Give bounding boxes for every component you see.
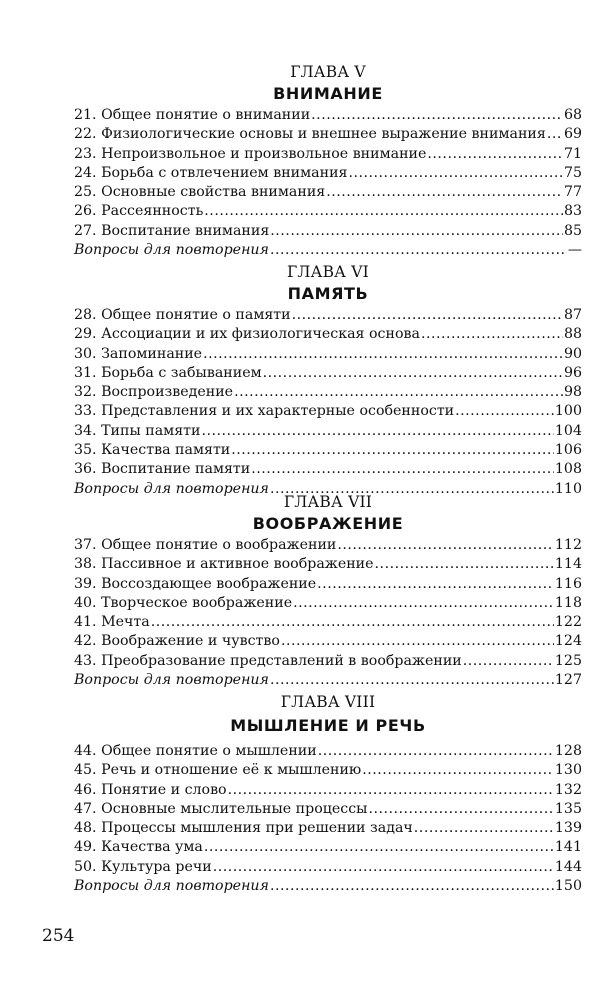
- dot-leader: [348, 164, 562, 183]
- entry-page: 100: [554, 403, 582, 420]
- entry-page: 106: [554, 442, 582, 459]
- toc-entry: [74, 742, 582, 761]
- dot-leader: [204, 202, 563, 221]
- toc-entry: [74, 838, 582, 857]
- dot-leader: [263, 364, 563, 383]
- entry-page: 139: [554, 820, 582, 837]
- entry-title: 47. Основные мыслительные процессы: [74, 800, 368, 817]
- toc-entry: [74, 819, 582, 838]
- dot-leader: [151, 613, 554, 632]
- toc-entry: [74, 125, 582, 144]
- entry-title: 42. Воображение и чувство: [74, 633, 280, 650]
- entry-page: 96: [563, 364, 582, 381]
- toc-entry: [74, 652, 582, 671]
- dot-leader: [231, 441, 554, 460]
- entry-title: 39. Воссоздающее воображение: [74, 575, 317, 592]
- entry-page: 90: [563, 345, 582, 362]
- chapter-7: [74, 492, 582, 690]
- dot-leader: [281, 632, 554, 651]
- dot-leader: [201, 422, 553, 441]
- review-page: —: [567, 242, 582, 259]
- dot-leader: [270, 671, 554, 690]
- review-title: Вопросы для повторения: [74, 672, 269, 689]
- toc-review-entry: [74, 877, 582, 896]
- entry-page: 108: [554, 461, 582, 478]
- chapter-number: ГЛАВА VI: [287, 263, 369, 281]
- entry-page: 144: [554, 858, 582, 875]
- entry-title: 43. Преобразование представлений в воображении: [74, 652, 462, 669]
- dot-leader: [203, 345, 563, 364]
- entry-page: 135: [554, 800, 582, 817]
- review-title: Вопросы для повторения: [74, 242, 269, 259]
- entry-page: 122: [554, 614, 582, 631]
- toc-entry: [74, 145, 582, 164]
- entry-page: 114: [554, 556, 582, 573]
- dot-leader: [213, 858, 554, 877]
- entry-page: 118: [554, 594, 582, 611]
- entry-page: 104: [554, 422, 582, 439]
- entry-title: 34. Типы памяти: [74, 422, 201, 439]
- dot-leader: [414, 819, 554, 838]
- toc-entry: [74, 422, 582, 441]
- entry-title: 41. Мечта: [74, 614, 150, 631]
- chapter-5: [74, 62, 582, 260]
- dot-leader: [293, 594, 554, 613]
- entry-title: 26. Рассеянность: [74, 203, 204, 220]
- entry-page: 75: [563, 164, 582, 181]
- entry-title: 28. Общее понятие о памяти: [74, 307, 291, 323]
- review-page: 127: [554, 672, 582, 689]
- entry-title: 36. Воспитание памяти: [74, 461, 251, 478]
- toc-entry: [74, 575, 582, 594]
- toc-entry: [74, 345, 582, 364]
- toc-review-entry: [74, 671, 582, 690]
- toc-entry: [74, 441, 582, 460]
- entry-title: 31. Борьба с забыванием: [74, 364, 262, 381]
- toc-entry: [74, 402, 582, 421]
- entry-title: 27. Воспитание внимания: [74, 222, 270, 239]
- dot-leader: [375, 555, 554, 574]
- entry-page: 112: [554, 537, 582, 553]
- dot-leader: [463, 652, 554, 671]
- toc-entry: [74, 800, 582, 819]
- dot-leader: [547, 125, 563, 144]
- dot-leader: [362, 761, 554, 780]
- dot-leader: [292, 306, 563, 325]
- page-number: 254: [42, 926, 75, 946]
- chapter-number: ГЛАВА VIII: [280, 693, 376, 711]
- toc-entry: [74, 183, 582, 202]
- entry-title: 38. Пассивное и активное воображение: [74, 556, 374, 573]
- entry-page: 85: [563, 222, 582, 239]
- toc-entry: [74, 761, 582, 780]
- toc-entry: [74, 202, 582, 221]
- entry-page: 116: [554, 575, 582, 592]
- dot-leader: [228, 781, 554, 800]
- toc-entry: [74, 632, 582, 651]
- entry-page: 71: [563, 145, 582, 162]
- dot-leader: [204, 838, 554, 857]
- toc-entry: [74, 222, 582, 241]
- entry-title: 35. Качества памяти: [74, 442, 231, 459]
- entry-page: 83: [563, 203, 582, 220]
- entry-page: 88: [563, 326, 582, 343]
- chapter-title: ПАМЯТЬ: [287, 284, 369, 303]
- entry-title: 25. Основные свойства внимания: [74, 184, 326, 201]
- entry-title: 50. Культура речи: [74, 858, 212, 875]
- entry-title: 44. Общее понятие о мышлении: [74, 743, 317, 759]
- toc-entry: [74, 325, 582, 344]
- dot-leader: [270, 241, 567, 260]
- entry-page: 69: [563, 126, 582, 143]
- entry-title: 33. Представления и их характерные особенности: [74, 403, 455, 420]
- dot-leader: [318, 742, 554, 761]
- entry-title: 49. Качества ума: [74, 839, 203, 856]
- entry-title: 23. Непроизвольное и произвольное внимание: [74, 145, 427, 162]
- entry-title: 45. Речь и отношение её к мышлению: [74, 762, 362, 779]
- dot-leader: [251, 460, 554, 479]
- chapter-number: ГЛАВА VII: [283, 493, 373, 511]
- entry-title: 29. Ассоциации и их физиологическая основа: [74, 326, 420, 343]
- toc-entry: [74, 858, 582, 877]
- entry-page: 77: [563, 184, 582, 201]
- chapter-title: МЫШЛЕНИЕ И РЕЧЬ: [230, 716, 426, 735]
- dot-leader: [427, 145, 563, 164]
- chapter-title: ВНИМАНИЕ: [273, 84, 383, 103]
- entry-title: 30. Запоминание: [74, 345, 203, 362]
- toc-entry: [74, 306, 582, 325]
- entry-page: 87: [563, 307, 582, 323]
- entry-title: 21. Общее понятие о внимании: [74, 107, 311, 123]
- chapter-title: ВООБРАЖЕНИЕ: [252, 514, 404, 533]
- dot-leader: [270, 222, 563, 241]
- toc-entry: [74, 555, 582, 574]
- review-title: Вопросы для повторения: [74, 480, 269, 497]
- entry-page: 141: [554, 839, 582, 856]
- dot-leader: [270, 877, 554, 896]
- toc-entry: [74, 460, 582, 479]
- toc-entry: [74, 164, 582, 183]
- toc-entry: [74, 613, 582, 632]
- entry-title: 22. Физиологические основы и внешнее выражение внимания: [74, 126, 546, 143]
- review-title: Вопросы для повторения: [74, 878, 269, 895]
- dot-leader: [455, 402, 554, 421]
- entry-page: 132: [554, 781, 582, 798]
- toc-entry: [74, 106, 582, 125]
- entry-title: 40. Творческое воображение: [74, 594, 293, 611]
- entry-page: 125: [554, 652, 582, 669]
- entry-title: 24. Борьба с отвлечением внимания: [74, 164, 348, 181]
- entry-page: 68: [563, 107, 582, 123]
- review-page: 110: [554, 480, 582, 497]
- dot-leader: [311, 106, 563, 125]
- entry-title: 32. Воспроизведение: [74, 384, 234, 401]
- entry-title: 48. Процессы мышления при решении задач: [74, 820, 413, 837]
- dot-leader: [421, 325, 563, 344]
- toc-entry: [74, 364, 582, 383]
- toc-entry: [74, 781, 582, 800]
- dot-leader: [326, 183, 563, 202]
- entry-page: 128: [554, 743, 582, 759]
- entry-page: 124: [554, 633, 582, 650]
- chapter-6: [74, 262, 582, 499]
- review-page: 150: [554, 878, 582, 895]
- entry-title: 37. Общее понятие о воображении: [74, 537, 337, 553]
- entry-title: 46. Понятие и слово: [74, 781, 227, 798]
- chapter-number: ГЛАВА V: [290, 63, 366, 81]
- toc-entry: [74, 594, 582, 613]
- entry-page: 98: [563, 384, 582, 401]
- entry-page: 130: [554, 762, 582, 779]
- dot-leader: [368, 800, 553, 819]
- dot-leader: [234, 383, 563, 402]
- dot-leader: [337, 536, 554, 555]
- toc-review-entry: [74, 241, 582, 260]
- toc-entry: [74, 383, 582, 402]
- chapter-8: [74, 692, 582, 896]
- dot-leader: [317, 575, 554, 594]
- toc-entry: [74, 536, 582, 555]
